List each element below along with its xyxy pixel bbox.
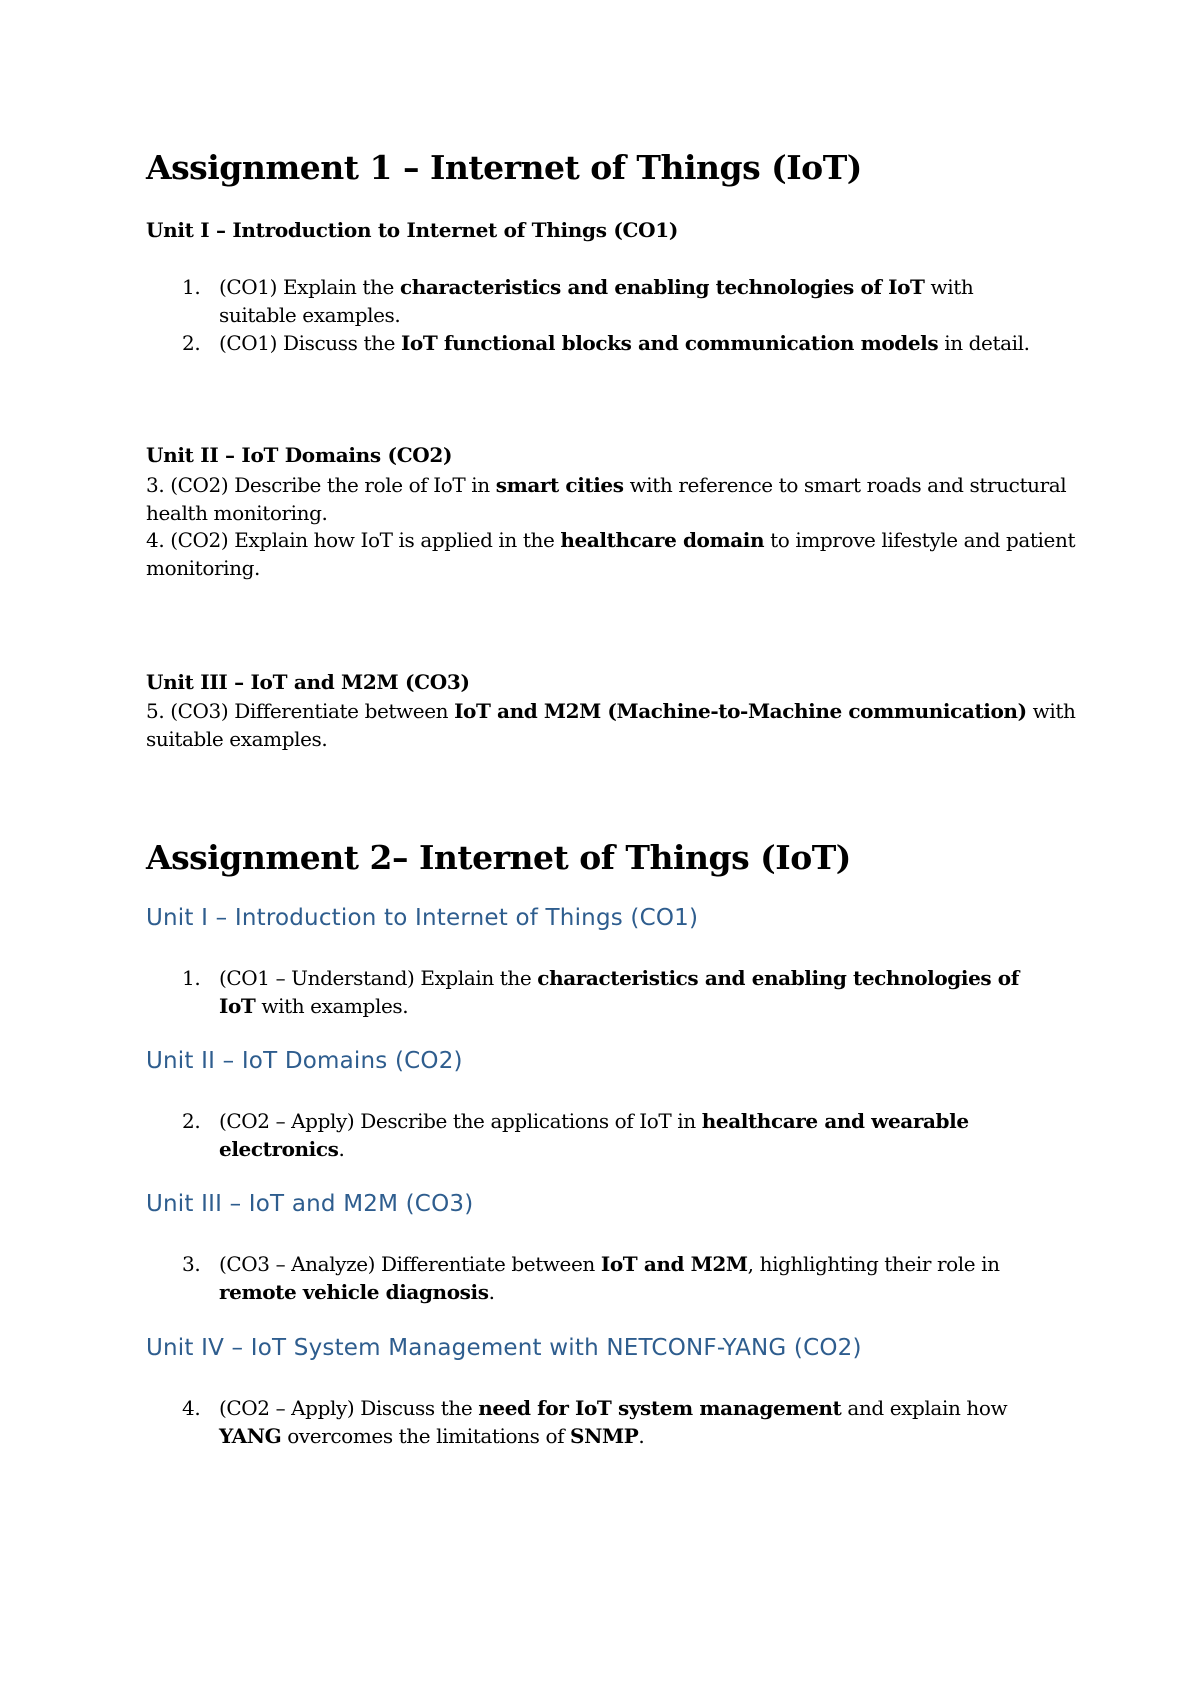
a2-unit-4-heading: Unit IV – IoT System Management with NETCONF-YANG (CO2) xyxy=(146,1335,862,1361)
a2-unit-1-heading: Unit I – Introduction to Internet of Things (CO1) xyxy=(146,905,699,931)
a1-question-5: 5. (CO3) Differentiate between IoT and M2M (Machine-to-Machine communication) with suitable examples. xyxy=(146,699,1076,751)
question-text: (CO2 – Apply) Describe the applications of IoT in healthcare and wearable electronics. xyxy=(219,1109,969,1161)
list-number: 2. xyxy=(182,1109,201,1133)
list-number: 4. xyxy=(182,1396,201,1420)
a2-unit-2-heading: Unit II – IoT Domains (CO2) xyxy=(146,1048,463,1074)
a1-question-4: 4. (CO2) Explain how IoT is applied in the healthcare domain to improve lifestyle and patient monitoring. xyxy=(146,528,1076,580)
assignment-2-title: Assignment 2– Internet of Things (IoT) xyxy=(146,838,851,877)
a1-unit-3-heading: Unit III – IoT and M2M (CO3) xyxy=(146,670,470,694)
question-text: (CO1 – Understand) Explain the characteristics and enabling technologies of IoT with examples. xyxy=(219,966,1019,1018)
list-number: 1. xyxy=(182,966,201,990)
question-text: (CO1) Discuss the IoT functional blocks and communication models in detail. xyxy=(219,331,1030,355)
list-number: 3. xyxy=(182,1252,201,1276)
question-text: (CO3 – Analyze) Differentiate between IoT and M2M, highlighting their role in remote vehicle diagnosis. xyxy=(219,1252,1000,1304)
a1-question-3: 3. (CO2) Describe the role of IoT in smart cities with reference to smart roads and structural health monitoring. xyxy=(146,473,1067,525)
a1-unit-2-heading: Unit II – IoT Domains (CO2) xyxy=(146,443,453,467)
a1-unit-1-heading: Unit I – Introduction to Internet of Things (CO1) xyxy=(146,218,679,242)
list-number: 2. xyxy=(182,331,201,355)
list-number: 1. xyxy=(182,275,201,299)
question-text: (CO2 – Apply) Discuss the need for IoT system management and explain how YANG overcomes the limitations of SNMP. xyxy=(219,1396,1008,1448)
a2-unit-3-heading: Unit III – IoT and M2M (CO3) xyxy=(146,1191,474,1217)
question-text: (CO1) Explain the characteristics and enabling technologies of IoT with suitable examples. xyxy=(219,275,974,327)
assignment-1-title: Assignment 1 – Internet of Things (IoT) xyxy=(146,148,862,187)
